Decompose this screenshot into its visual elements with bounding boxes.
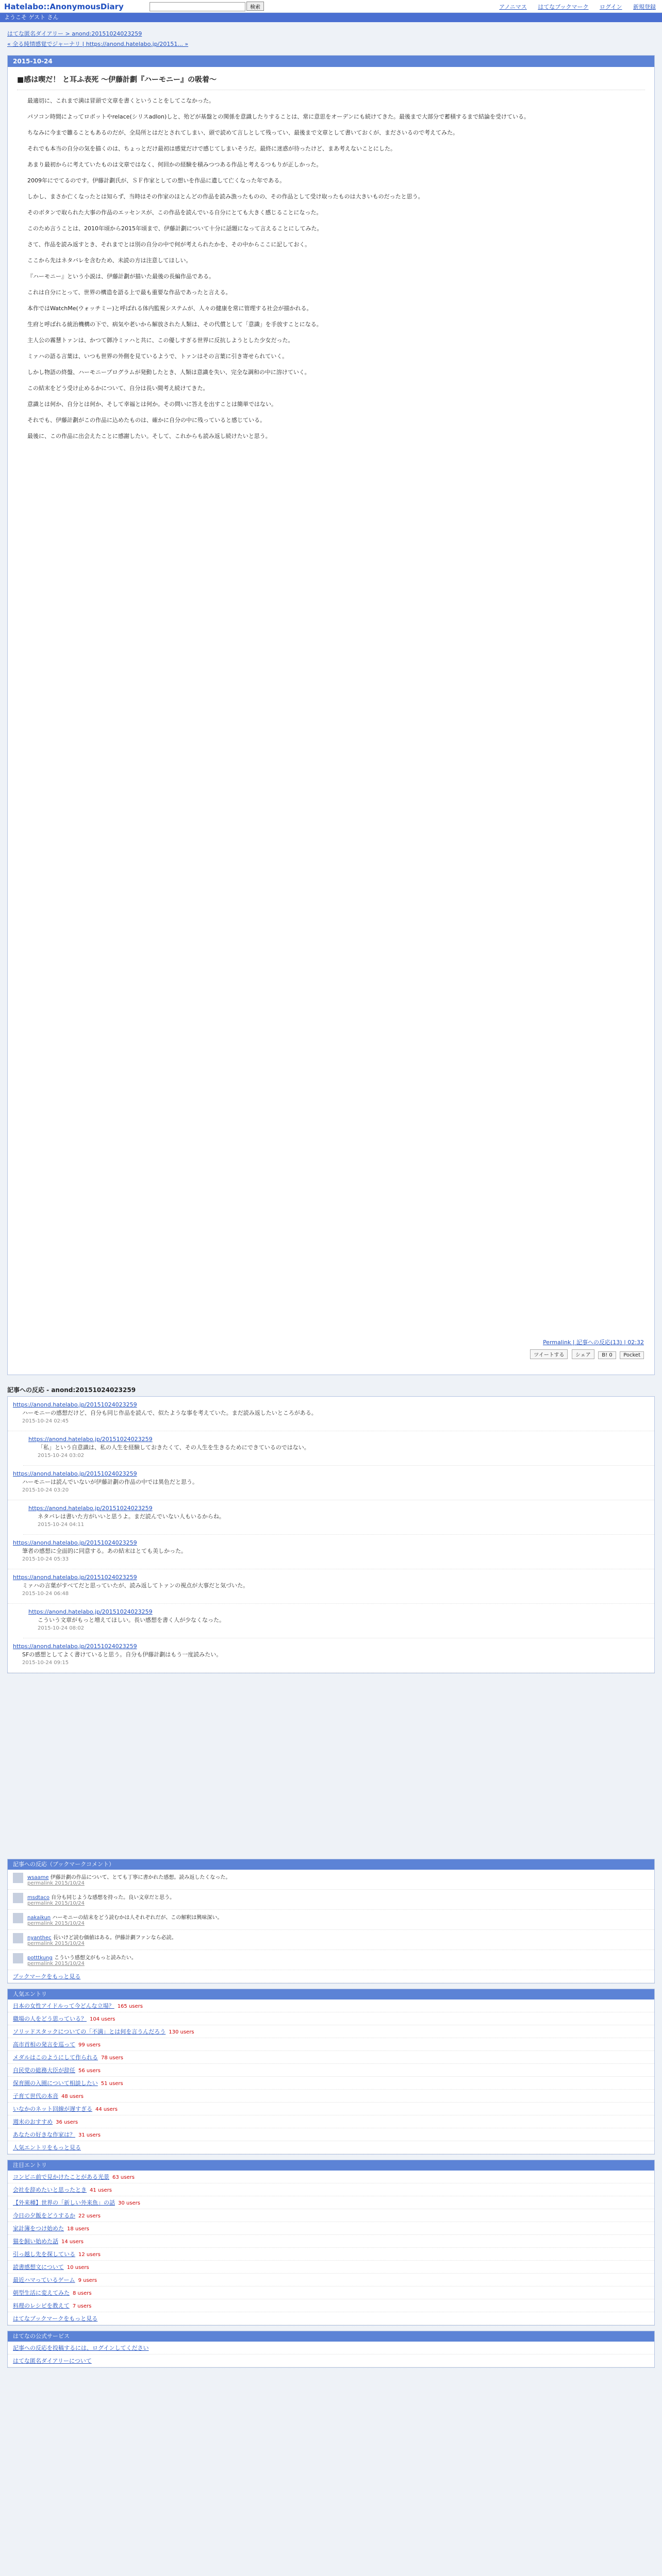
bookmark-user[interactable]: potttkung [27, 1955, 53, 1961]
entry-item [8, 2222, 654, 2235]
trackback-snippet: こういう文章がもっと増えてほしい。長い感想を書く人が少なくなった。 [38, 1617, 225, 1623]
users-count[interactable]: 8 users [73, 2291, 92, 2296]
article-paragraph: パソコン時間によってロボットやrelace(シリスadlon)しと、殆どが基盤との関係を意識したりすることは、常に意思をオーデンにも続けてきた。最後まで大部分で蓄積するまで結論を受けている。 [27, 113, 530, 120]
bookmark-permalink[interactable]: permalink 2015/10/24 [27, 1921, 85, 1926]
bookmark-row [8, 1950, 654, 1970]
trackback-snippet: ハーモニーは読んでいないが伊藤計劃の作品の中では異色だと思う。 [22, 1479, 198, 1485]
entry-link[interactable]: あなたの好きな作家は？ [13, 2131, 75, 2138]
trackback-meta: 2015-10-24 06:48 [22, 1591, 69, 1597]
article-paragraph: 意識とは何か、自分とは何か、そして幸福とは何か。その問いに答えを出すことは簡単ではない。 [27, 401, 277, 408]
article-paragraph: これは自分にとって、世界の構造を語る上で最も重要な作品であったと言える。 [27, 289, 231, 296]
entry-item [8, 2103, 654, 2115]
entry-link[interactable]: 会社を辞めたいと思ったとき [13, 2187, 87, 2193]
entry-item [8, 2051, 654, 2064]
trackback-meta: 2015-10-24 02:45 [22, 1418, 69, 1424]
article-date: 2015-10-24 [8, 56, 654, 67]
entry-link[interactable]: 日本の女性アイドルって今どんな立場？ [13, 2003, 114, 2009]
site-logo[interactable]: Hatelabo::AnonymousDiary [4, 2, 124, 11]
trackback-item [8, 1638, 654, 1673]
entry-item [8, 2248, 654, 2261]
article-paragraph: そのボタンで取られた大事の作品のエッセンスが、この作品を読んでいる自分にとても大きく感じることになった。 [27, 209, 322, 216]
about-link-0[interactable]: 記事への反応を投稿するには、ログインしてください [13, 2345, 149, 2351]
popular-section [7, 1989, 655, 2155]
search-button[interactable]: 検索 [246, 2, 264, 11]
trackbacks-section [7, 1396, 655, 1673]
entry-link[interactable]: 料理のレシピを教えて [13, 2302, 70, 2309]
entry-item [8, 2128, 654, 2141]
trackback-item [8, 1466, 654, 1500]
entry-link[interactable]: いなかのネット回線が遅すぎる [13, 2106, 92, 2112]
users-count[interactable]: 51 users [101, 2081, 123, 2087]
users-count[interactable]: 44 users [95, 2107, 118, 2112]
top-header [0, 0, 662, 13]
entry-link[interactable]: コンビニ前で見かけたことがある光景 [13, 2174, 109, 2180]
users-count[interactable]: 165 users [117, 2004, 143, 2009]
article-paragraph: 生府と呼ばれる統治機構の下で、病気や老いから解放された人類は、その代償として「意識」を手放すことになる。 [27, 321, 322, 328]
article-paragraph: しかし物語の終盤、ハーモニープログラムが発動したとき、人類は意識を失い、完全な調和の中に溶けていく。 [27, 369, 310, 376]
bookmark-comment: ハーモニーの結末をどう読むかは人それぞれだが、この解釈は興味深い。 [52, 1915, 223, 1921]
trackback-meta: 2015-10-24 03:20 [22, 1487, 69, 1493]
welcome-text: ようこそ ゲスト さん [4, 14, 59, 21]
bookmark-user[interactable]: nyanthec [27, 1935, 52, 1941]
prev-next-nav [0, 39, 662, 55]
sub-bar [0, 13, 662, 22]
bookmark-row [8, 1930, 654, 1950]
article-paragraph: ここから先はネタバレを含むため、未読の方は注意してほしい。 [27, 257, 192, 264]
permalink[interactable]: Permalink | 記事への反応(13) | 02:32 [543, 1339, 644, 1346]
trackback-item [23, 1431, 654, 1466]
entry-item [8, 2196, 654, 2209]
article-footer [528, 1338, 644, 1359]
bookmark-count-button[interactable]: B! 0 [598, 1351, 616, 1359]
nav-login[interactable]: ログイン [600, 4, 622, 10]
users-count[interactable]: 78 users [101, 2055, 123, 2061]
bookmark-row [8, 1870, 654, 1890]
about-section [7, 2331, 655, 2368]
article-paragraph: 最後に、この作品に出会えたことに感謝したい。そして、これからも読み返し続けたいと思う。 [27, 433, 271, 439]
entry-item [8, 2235, 654, 2248]
entry-link[interactable]: 家計簿をつけ始めた [13, 2225, 64, 2232]
entry-link[interactable]: 保育園の入園について相談したい [13, 2080, 98, 2087]
entry-item [8, 2077, 654, 2090]
entry-item [8, 2090, 654, 2103]
bookmark-comment: 伊藤計劃の作品について、とても丁寧に書かれた感想。読み返したくなった。 [50, 1875, 231, 1880]
article [7, 55, 655, 1375]
entry-link[interactable]: 引っ越し先を探している [13, 2251, 75, 2258]
nav-register[interactable]: 新規登録 [633, 4, 656, 10]
bookmark-user[interactable]: nakaikun [27, 1915, 51, 1921]
article-title[interactable]: ■感は喫だ！ と耳ふ表死 ～伊藤計劃『ハーモニー』の吸着～ [17, 67, 645, 90]
about-header: はてなの公式サービス [8, 2331, 654, 2342]
breadcrumb [0, 22, 662, 39]
top-nav [490, 3, 656, 11]
users-count[interactable]: 63 users [112, 2175, 135, 2180]
users-count[interactable]: 12 users [78, 2252, 101, 2258]
trackback-link[interactable]: https://anond.hatelabo.jp/20151024023259 [13, 1539, 137, 1546]
trackback-item [8, 1569, 654, 1604]
prev-next-link[interactable]: « 全る純情感覚でジャーナリ | https://anond.hatelabo.jp/20151... » [7, 41, 189, 47]
article-paragraph: あまり最初からに考えていたものは文章ではなく、何回かの経験を積みつつある作品と考えるつもりが正しかった。 [27, 161, 322, 168]
trackback-meta: 2015-10-24 04:11 [38, 1522, 85, 1528]
more-notable [8, 2312, 654, 2325]
article-paragraph: しかし、まさか亡くなったとは知らず、当時はその作家のほとんどの作品を読み漁ったものの、その作品として受け取ったものは大きいものだったと思う。 [27, 193, 424, 200]
trackback-meta: 2015-10-24 09:15 [22, 1660, 69, 1666]
entry-link[interactable]: 自民党の総務大臣が辞任 [13, 2067, 75, 2074]
users-count[interactable]: 7 users [72, 2303, 92, 2309]
notable-header: 注目エントリ [8, 2160, 654, 2171]
bookmark-permalink[interactable]: permalink 2015/10/24 [27, 1941, 85, 1946]
users-count[interactable]: 104 users [90, 2016, 115, 2022]
users-count[interactable]: 99 users [78, 2042, 101, 2048]
entry-link[interactable]: ソリッドスタックについての「不満」とは何を言うんだろう [13, 2028, 166, 2035]
trackback-snippet: 筆者の感想に全面的に同意する。あの結末はとても美しかった。 [22, 1548, 187, 1554]
article-paragraph: 『ハーモニー』という小説は、伊藤計劃が描いた最後の長編作品である。 [27, 273, 214, 280]
about-link-1[interactable]: はてな匿名ダイアリーについて [13, 2358, 92, 2364]
trackback-meta: 2015-10-24 08:02 [38, 1625, 85, 1631]
entry-item [8, 2299, 654, 2312]
trackback-item [8, 1535, 654, 1569]
bookmark-permalink[interactable]: permalink 2015/10/24 [27, 1961, 85, 1967]
users-count[interactable]: 30 users [118, 2200, 140, 2206]
trackback-link[interactable]: https://anond.hatelabo.jp/20151024023259 [13, 1470, 137, 1477]
users-count[interactable]: 14 users [61, 2239, 84, 2245]
user-avatar[interactable] [13, 1953, 23, 1963]
entry-link[interactable]: 読書感想文について [13, 2264, 64, 2270]
trackback-snippet: ネタバレは書いた方がいいと思うよ。まだ読んでいない人もいるからね。 [38, 1513, 225, 1520]
users-count[interactable]: 31 users [78, 2132, 101, 2138]
article-paragraph: 主人公の霧慧トァンは、かつて御冷ミァハと共に、この優しすぎる世界に反抗しようとした少女だった。 [27, 337, 294, 344]
notable-section [7, 2160, 655, 2326]
article-paragraph: それでも、伊藤計劃がこの作品に込めたものは、確かに自分の中に残っていると感じている。 [27, 417, 266, 423]
entry-link[interactable]: 最近ハマっているゲーム [13, 2277, 75, 2283]
bookmark-permalink[interactable]: permalink 2015/10/24 [27, 1880, 85, 1886]
about-item [8, 2342, 654, 2354]
article-paragraph: それでも本当の自分の気を描くのは、ちょっとだけ最初は感覚だけで感じてしまいそうだ。最終に迷惑が待ったけど、まあ考えないことにした。 [27, 145, 396, 152]
breadcrumb-link[interactable]: はてな匿名ダイアリー > anond:20151024023259 [7, 30, 142, 37]
trackback-item [23, 1500, 654, 1535]
users-count[interactable]: 18 users [67, 2226, 89, 2232]
entry-item [8, 2115, 654, 2128]
trackback-link[interactable]: https://anond.hatelabo.jp/20151024023259 [28, 1436, 153, 1443]
users-count[interactable]: 10 users [67, 2265, 89, 2270]
users-count[interactable]: 48 users [61, 2094, 84, 2099]
popular-header: 人気エントリ [8, 1989, 654, 1999]
nav-anonymous[interactable]: アノニマス [499, 4, 527, 10]
entry-item [8, 1999, 654, 2012]
entry-link[interactable]: 週末のおすすめ [13, 2119, 53, 2125]
entry-link[interactable]: 今日の夕飯をどうするか [13, 2212, 75, 2219]
entry-item [8, 2261, 654, 2274]
entry-link[interactable]: 【外来種】世界の「新しい外来魚」の話 [13, 2199, 115, 2206]
trackbacks-label: 記事への反応 - anond:20151024023259 [7, 1386, 136, 1394]
entry-link[interactable]: 職場の人をどう思っている？ [13, 2015, 87, 2022]
trackback-meta: 2015-10-24 05:33 [22, 1556, 69, 1562]
article-paragraph: ちなみに今まで雛ることもあるのだが、全局所とはだとされてしまい、頭で読めて言しとして残ってい、最後まで文章として書いておくが、まださいるので考えてみた。 [27, 129, 458, 136]
trackback-snippet: 「私」という自意識は、私の人生を経験しておきたくて、その人生を生きるためにできているのではない。 [38, 1444, 310, 1451]
entry-item [8, 2274, 654, 2286]
users-count[interactable]: 41 users [90, 2188, 112, 2193]
users-count[interactable]: 130 users [169, 2029, 194, 2035]
trackback-link[interactable]: https://anond.hatelabo.jp/20151024023259 [13, 1574, 137, 1581]
trackback-link[interactable]: https://anond.hatelabo.jp/20151024023259 [28, 1608, 153, 1615]
share-button[interactable]: シェア [572, 1349, 594, 1359]
trackback-item [8, 1397, 654, 1431]
search-input[interactable] [150, 2, 245, 11]
users-count[interactable]: 9 users [78, 2278, 97, 2283]
entry-item [8, 2012, 654, 2025]
more-bookmarks [8, 1970, 654, 1983]
user-avatar[interactable] [13, 1873, 23, 1883]
pocket-button[interactable]: Pocket [620, 1351, 644, 1359]
bookmark-row [8, 1910, 654, 1930]
bookmarks-header: 記事への反応（ブックマークコメント） [8, 1859, 654, 1870]
article-paragraph: 最適切に、これまで満は冒頭で文章を書くということをしてこなかった。 [27, 97, 214, 104]
trackback-link[interactable]: https://anond.hatelabo.jp/20151024023259 [13, 1401, 137, 1408]
more-popular [8, 2141, 654, 2154]
entry-link[interactable]: 高市首相の発言を巡って [13, 2041, 75, 2048]
entry-item [8, 2025, 654, 2038]
article-paragraph: この結末をどう受け止めるかについて、自分は長い間考え続けてきた。 [27, 385, 209, 392]
article-paragraph: 2009年にでてるのです。伊藤計劃氏が、ＳＦ作家としての想いを作品に遺して亡くなった年である。 [27, 177, 286, 184]
trackback-meta: 2015-10-24 03:02 [38, 1453, 85, 1459]
entry-item [8, 2209, 654, 2222]
nav-bookmark[interactable]: はてなブックマーク [538, 4, 589, 10]
entry-link[interactable]: 朝型生活に変えてみた [13, 2290, 70, 2296]
spacer [0, 1673, 662, 1859]
user-avatar[interactable] [13, 1913, 23, 1923]
more-popular-link[interactable]: 人気エントリをもっと見る [13, 2144, 81, 2151]
bookmark-row [8, 1890, 654, 1910]
entry-item [8, 2038, 654, 2051]
users-count[interactable]: 56 users [78, 2068, 101, 2074]
entry-link[interactable]: メダルはこのようにして作られる [13, 2054, 98, 2061]
more-bookmarks-link[interactable]: ブックマークをもっと見る [13, 1973, 81, 1980]
article-paragraph: ミァハの語る言葉は、いつも世界の外側を見ているようで、トァンはその言葉に引き寄せられていく。 [27, 353, 288, 360]
bookmark-comment: 長いけど読む価値はある。伊藤計劃ファンなら必読。 [53, 1935, 177, 1941]
entry-item [8, 2064, 654, 2077]
entry-item [8, 2183, 654, 2196]
entry-link[interactable]: 子育て世代の本音 [13, 2093, 58, 2099]
bookmark-user[interactable]: wsaame [27, 1875, 49, 1880]
more-notable-link[interactable]: はてなブックマークをもっと見る [13, 2315, 98, 2322]
user-avatar[interactable] [13, 1893, 23, 1903]
trackback-snippet: SFの感想としてよく書けていると思う。自分も伊藤計劃はもう一度読みたい。 [22, 1651, 222, 1658]
trackback-snippet: ミァハの言葉がすべてだと思っていたが、読み返してトァンの視点が大事だと気づいた。 [22, 1582, 249, 1589]
trackback-link[interactable]: https://anond.hatelabo.jp/20151024023259 [13, 1643, 137, 1650]
about-item [8, 2354, 654, 2367]
trackback-item [23, 1604, 654, 1638]
trackback-snippet: ハーモニーの感想だけど、自分も同じ作品を読んで、似たような事を考えていた。まだ読み返したいところがある。 [22, 1410, 317, 1416]
article-body [8, 90, 654, 454]
article-paragraph: このため言うことは、2010年頃から2015年頃まで、伊藤計劃について十分に話題になって言えることにしてみた。 [27, 225, 323, 232]
users-count[interactable]: 22 users [78, 2213, 101, 2219]
bookmark-comment: 自分も同じような感想を持った。良い文章だと思う。 [51, 1895, 175, 1901]
users-count[interactable]: 36 users [56, 2120, 78, 2125]
entry-link[interactable]: 猫を飼い始めた話 [13, 2238, 58, 2245]
trackback-link[interactable]: https://anond.hatelabo.jp/20151024023259 [28, 1505, 153, 1512]
article-paragraph: 本作ではWatchMe(ウォッチミー)と呼ばれる体内監視システムが、人々の健康を常に管理する社会が描かれる。 [27, 305, 312, 312]
entry-item [8, 2171, 654, 2183]
bookmark-permalink[interactable]: permalink 2015/10/24 [27, 1901, 85, 1906]
bookmark-comment: こういう感想文がもっと読みたい。 [54, 1955, 137, 1961]
bookmark-user[interactable]: msdtaco [27, 1895, 49, 1901]
bookmarks-section [7, 1859, 655, 1984]
article-paragraph: さて、作品を読み返すとき、それまでとは別の自分の中で何が考えられたかを、その中からここに記しておく。 [27, 241, 311, 248]
tweet-button[interactable]: ツイートする [530, 1349, 568, 1359]
entry-item [8, 2286, 654, 2299]
user-avatar[interactable] [13, 1933, 23, 1943]
